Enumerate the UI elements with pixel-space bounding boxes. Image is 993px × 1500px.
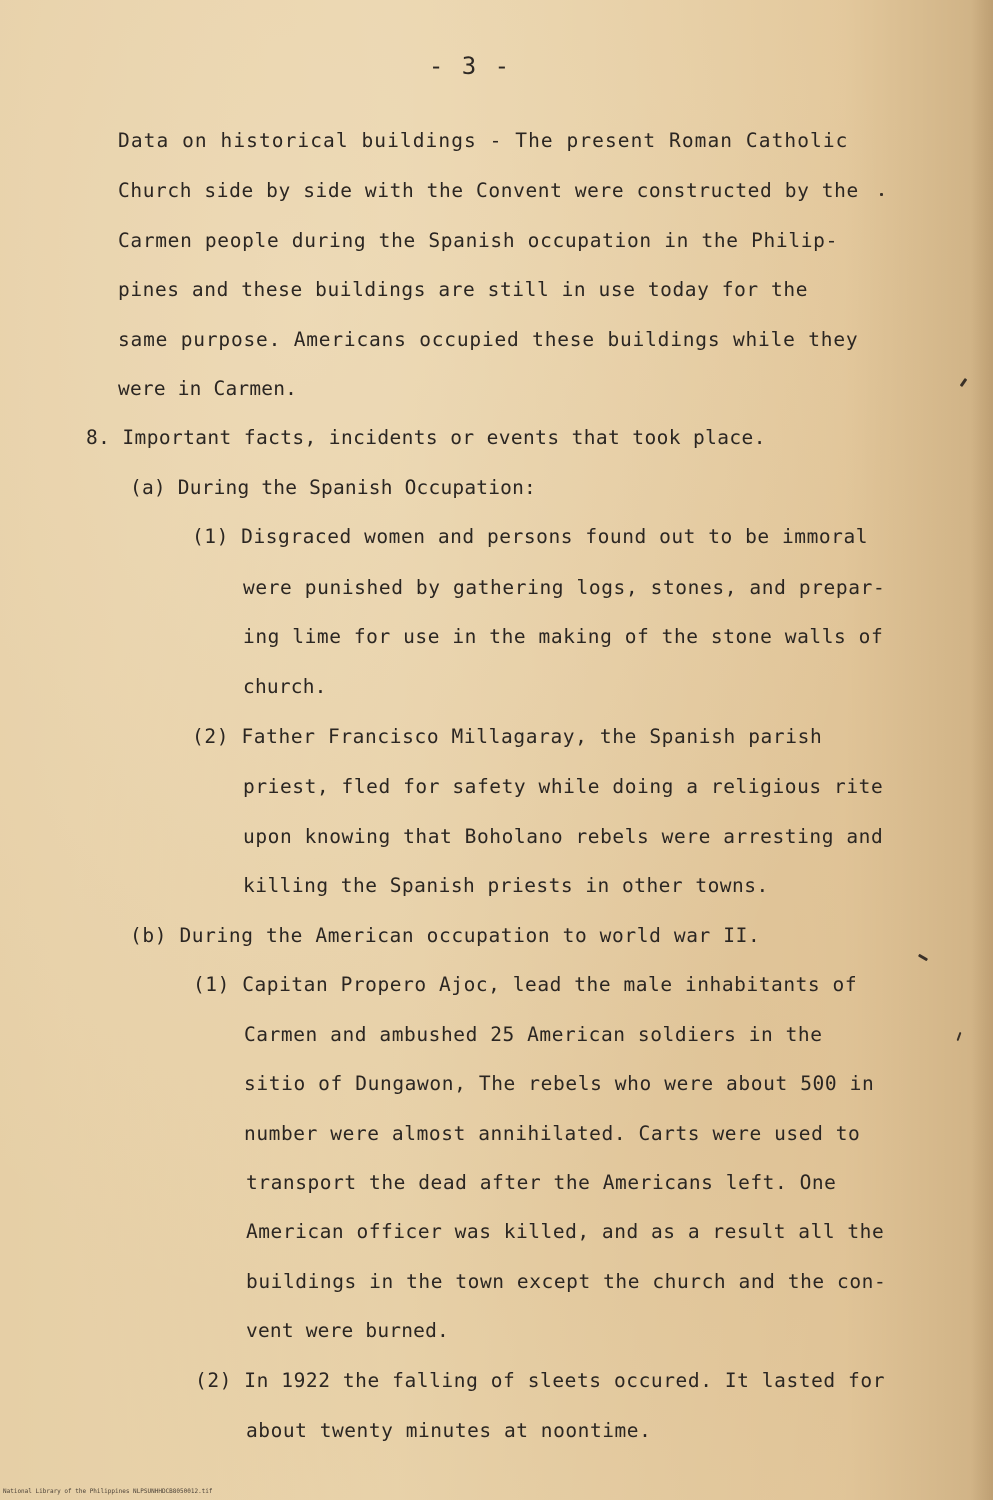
text-line: Carmen people during the Spanish occupation in the Philip- xyxy=(118,229,838,252)
text-line: transport the dead after the Americans left. One xyxy=(246,1171,837,1194)
text-line: same purpose. Americans occupied these buildings while they xyxy=(118,328,859,351)
text-line: priest, fled for safety while doing a religious rite xyxy=(243,775,884,798)
text-line: church. xyxy=(243,675,327,698)
text-line: number were almost annihilated. Carts were used to xyxy=(244,1122,861,1145)
text-line: Church side by side with the Convent were constructed by the xyxy=(118,179,859,202)
text-line: sitio of Dungawon, The rebels who were about 500 in xyxy=(244,1072,875,1095)
text-line: Data on historical buildings - The present Roman Catholic xyxy=(118,129,849,152)
stray-mark xyxy=(918,954,928,962)
page-number: - 3 - xyxy=(428,52,512,80)
list-item: (2) Father Francisco Millagaray, the Spanish parish xyxy=(192,725,823,748)
text-line: about twenty minutes at noontime. xyxy=(246,1419,652,1442)
stray-mark xyxy=(880,193,883,196)
subsection-heading: (a) During the Spanish Occupation: xyxy=(130,476,536,499)
text-line: Carmen and ambushed 25 American soldiers in the xyxy=(244,1023,823,1046)
text-line: buildings in the town except the church and the con- xyxy=(246,1270,887,1293)
list-item: (1) Disgraced women and persons found out to be immoral xyxy=(192,525,869,548)
text-line: pines and these buildings are still in use today for the xyxy=(118,278,809,301)
list-item: (2) In 1922 the falling of sleets occured. It lasted for xyxy=(195,1369,886,1392)
page-edge-shadow xyxy=(971,0,993,1500)
section-heading: 8. Important facts, incidents or events that took place. xyxy=(86,426,766,449)
text-line: were punished by gathering logs, stones, and prepar- xyxy=(243,576,886,599)
subsection-heading: (b) During the American occupation to world war II. xyxy=(130,924,761,947)
text-line: were in Carmen. xyxy=(118,377,298,400)
text-line: killing the Spanish priests in other towns. xyxy=(243,874,769,897)
scan-footer: National Library of the Philippines NLPSUNHHDCB8050012.tif xyxy=(3,1488,213,1495)
list-item: (1) Capitan Propero Ajoc, lead the male inhabitants of xyxy=(193,973,858,996)
text-line: American officer was killed, and as a result all the xyxy=(246,1220,885,1243)
text-line: vent were burned. xyxy=(246,1319,449,1342)
stray-mark xyxy=(960,378,968,387)
stray-mark xyxy=(957,1032,962,1041)
text-line: ing lime for use in the making of the stone walls of xyxy=(243,625,884,648)
text-line: upon knowing that Boholano rebels were arresting and xyxy=(243,825,884,848)
